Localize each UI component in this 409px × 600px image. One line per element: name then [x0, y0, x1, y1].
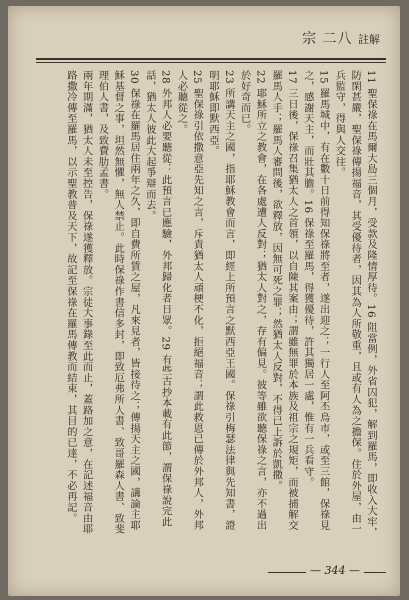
paragraph: 17 三日後，保祿召集猶太人之首領，以自陳其案由；謂雖無罪於本族及祖宗之規矩，而被捕解交羅馬人手；羅馬人審問後，欲釋放，因無可死之罪；然猶太人反對，不得已上訴於凱撒。 [270, 70, 298, 531]
book-page [8, 6, 400, 596]
paragraph: 23 所講天主之國，指耶穌教會而言，即經上所預言之默西亞王國。保祿引梅瑟法律與先知書，證明耶穌即默西亞。 [207, 70, 234, 531]
commentary-text [28, 70, 378, 540]
paragraph: 22 耶穌所立之教會，在各處遭人反對；猶太人對之，存有偏見。彼等雖欲聽保祿之言，亦不過出於好奇而已。 [238, 70, 266, 531]
header-rule-thin [36, 62, 386, 63]
running-head-label: 註解 [358, 33, 380, 46]
page-number: — 344 — [306, 564, 364, 577]
running-head-chapter: 二八 [322, 31, 353, 47]
running-head-section: 宗 [302, 31, 318, 47]
paragraph: 28 外邦人必要聽從：此預言已應驗，外邦歸化者日眾。29 有些古抄本載有此節，謂保祿說完此話，猶太人彼此大起爭辯而去。 [143, 70, 171, 528]
running-head [302, 28, 380, 48]
paragraph: 11 聖保祿在馬爾大島三個月，受款及隆情厚待。16 阻當例，外省囚犯，解到羅馬，即收入大牢，防閑甚嚴，聖保祿傳揚福音，其受優待者，因其為人所敬重，且或有人為之擔保。住於外屋，由一兵監守，得與人交往。 [333, 70, 376, 539]
paragraph: 30 保祿在羅馬居住兩年之久，即自費所賃之屋，凡來見者，皆接待之；傳揚天主之國，講論主耶穌基督之事，坦然無懼，無人禁止。此時保祿作書信多封，即致厄弗所人書、致哥羅森人書、致斐理伯人書，及致費肋孟書。 [96, 70, 140, 535]
header-rule [36, 58, 386, 60]
paragraph: 兩年期滿，猶太人未至控告，保祿遂獲釋放。宗徒大事錄至此而止，蓋路加之意，在記述福音由耶路撒冷傳至羅馬，以示聖教普及天下，故記至保祿在羅馬傳教而結束，其目的已達，不必再記。 [64, 70, 92, 535]
paragraph: 25 聖保祿引依撒意亞先知之言，斥責猶太人頑梗不化，拒絕福音；謂此救恩已傳於外邦人，外邦人必聽從之。 [175, 70, 203, 531]
paragraph: 15 羅馬城中，有在數十日前得知保祿將至者，遂出迎之；一行人至阿丕烏市，或至三館，保祿見之，感謝天主，而壯其膽。16 保祿至羅馬，得獲優待，許其獨居一處，惟有一兵看守。 [301, 70, 329, 531]
